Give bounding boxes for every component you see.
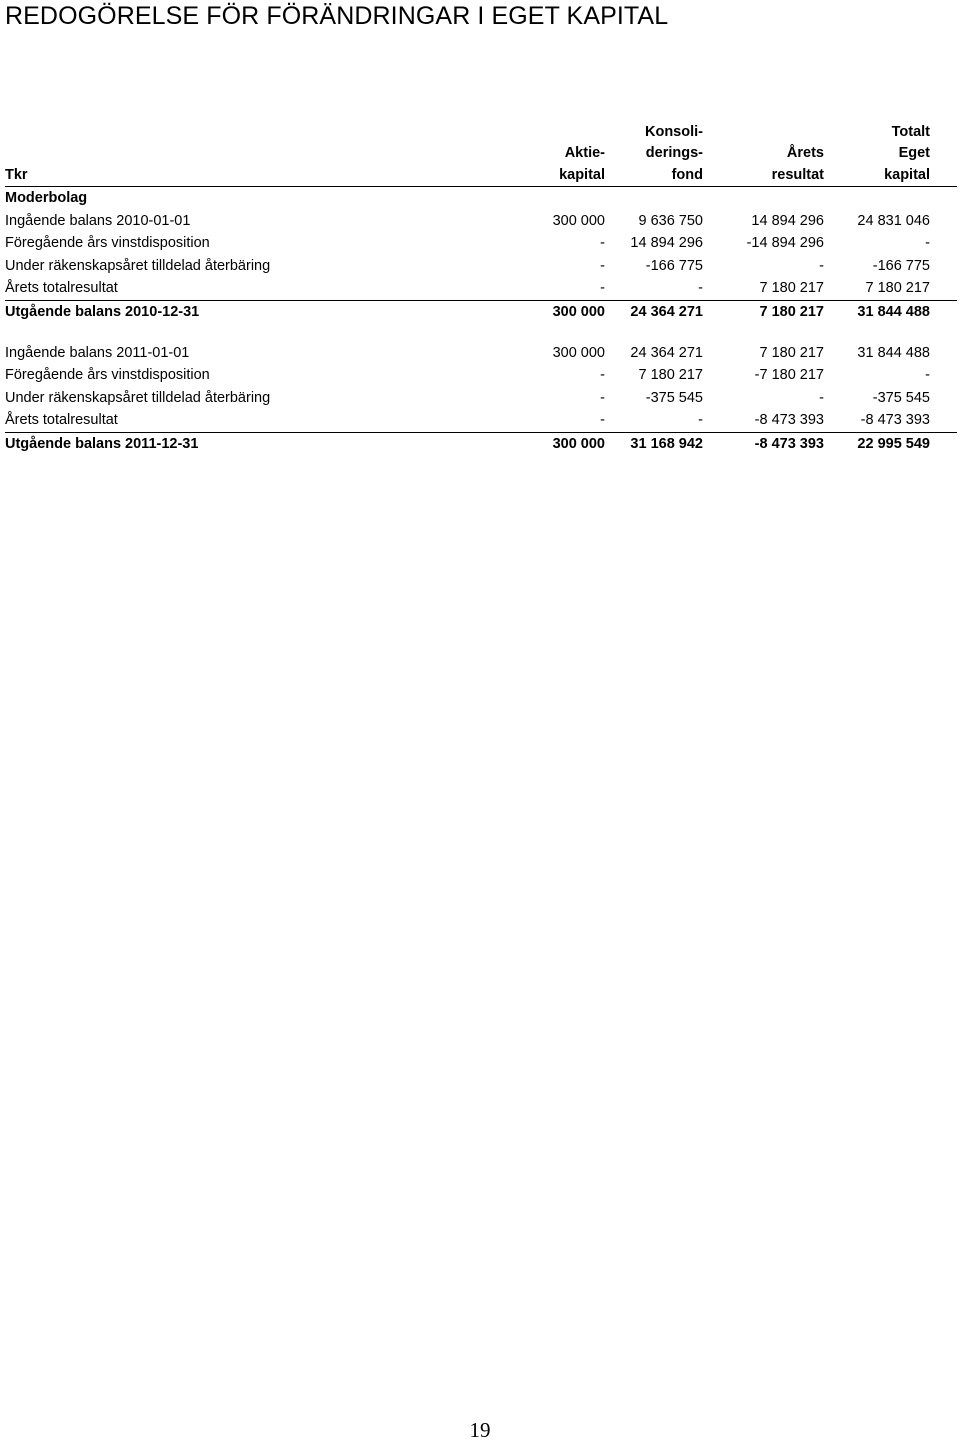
equity-changes-table [5, 122, 957, 456]
section-heading: Moderbolag [5, 186, 957, 210]
closing-balance-row: Utgående balans 2010-12-31 300 000 24 364 271 7 180 217 31 844 488 [5, 300, 957, 324]
spacer [5, 324, 957, 342]
header-arets-resultat: Årets resultat [771, 145, 824, 183]
table-row: Under räkenskapsåret tilldelad återbäring - -375 545 - -375 545 [5, 389, 930, 406]
page-title: REDOGÖRELSE FÖR FÖRÄNDRINGAR I EGET KAPITAL [5, 2, 669, 30]
table-header [5, 122, 957, 186]
page-number: 19 [469, 1418, 491, 1442]
table-row: Årets totalresultat - - 7 180 217 7 180 217 [5, 280, 930, 297]
table-row: Årets totalresultat - - -8 473 393 -8 473 393 [5, 412, 930, 429]
table-row: Under räkenskapsåret tilldelad återbäring - -166 775 - -166 775 [5, 257, 930, 274]
closing-balance-row: Utgående balans 2011-12-31 300 000 31 168 942 -8 473 393 22 995 549 [5, 432, 957, 456]
header-konsolideringsfond: Konsoli- derings- fond [645, 123, 703, 183]
header-aktiekapital: Aktie- kapital [559, 145, 605, 183]
table-row: Föregående års vinstdisposition - 14 894 296 -14 894 296 - [5, 235, 930, 252]
table-row: Ingående balans 2011-01-01 300 000 24 364 271 7 180 217 31 844 488 [5, 344, 930, 361]
header-totalt-eget-kapital: Totalt Eget kapital [884, 123, 930, 183]
unit-label: Tkr [5, 166, 28, 183]
table-row: Föregående års vinstdisposition - 7 180 217 -7 180 217 - [5, 367, 930, 384]
table-row: Ingående balans 2010-01-01 300 000 9 636 750 14 894 296 24 831 046 [5, 212, 930, 229]
